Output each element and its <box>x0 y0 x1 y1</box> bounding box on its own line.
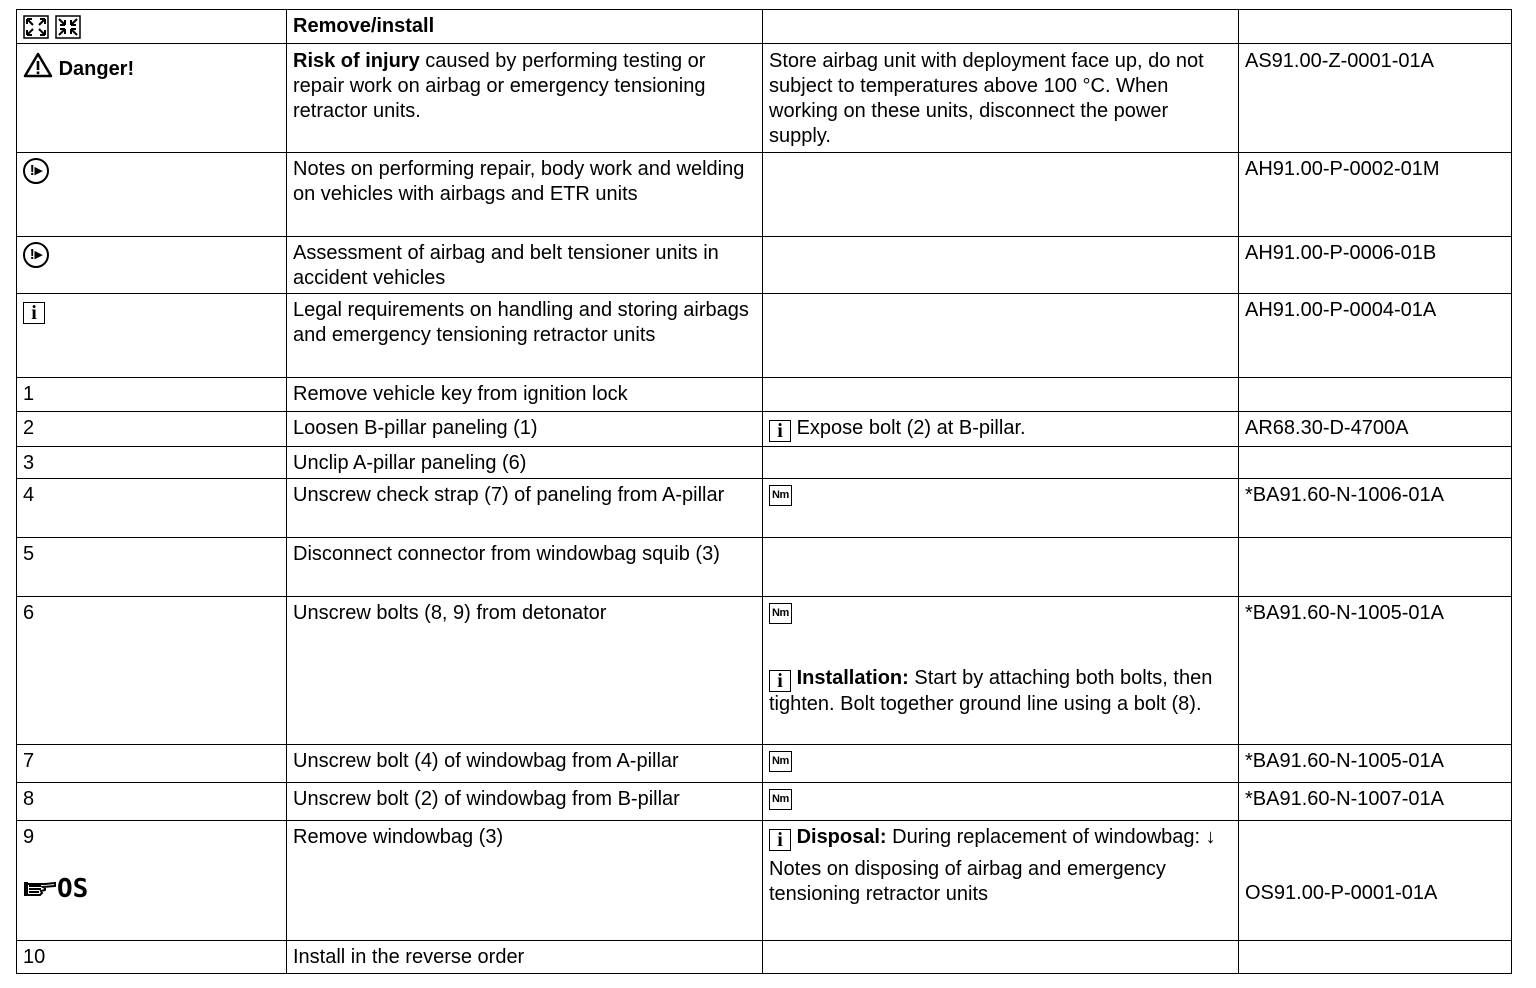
expand-collapse-icons[interactable] <box>17 10 287 44</box>
note-row <box>17 294 1512 378</box>
step-ref-link[interactable]: AR68.30-D-4700A <box>1239 412 1512 447</box>
note-row <box>17 153 1512 237</box>
step-row <box>17 745 1512 783</box>
pointing-hand-icon <box>23 875 57 899</box>
note-text: Notes on performing repair, body work and welding on vehicles with airbags and ETR units <box>287 153 763 237</box>
step-text: Disconnect connector from windowbag squib (3) <box>287 538 763 597</box>
step-ref-link[interactable]: *BA91.60-N-1005-01A <box>1239 745 1512 783</box>
danger-cell <box>17 44 287 153</box>
danger-lead: Risk of injury <box>293 50 420 72</box>
step-note-link[interactable]: Notes on disposing of airbag and emergency tensioning retractor units <box>769 858 1166 905</box>
note-row <box>17 237 1512 294</box>
note-ref-link[interactable]: AH91.00-P-0006-01B <box>1239 237 1512 294</box>
step-number: 4 <box>17 479 287 538</box>
note-text: Legal requirements on handling and storing airbags and emergency tensioning retractor units <box>287 294 763 378</box>
step-note-lead: Installation: <box>796 667 909 689</box>
step-text: Loosen B-pillar paneling (1) <box>287 412 763 447</box>
danger-description: caused by performing testing or repair work on airbag or emergency tensioning retractor units. <box>293 50 706 122</box>
step-number: 6 <box>17 597 287 745</box>
torque-icon: Nm <box>769 603 792 624</box>
torque-icon: Nm <box>769 789 792 810</box>
note-text: Assessment of airbag and belt tensioner units in accident vehicles <box>287 237 763 294</box>
step-text: Unclip A-pillar paneling (6) <box>287 447 763 479</box>
header-title: Remove/install <box>287 10 763 44</box>
step-row <box>17 447 1512 479</box>
step-number: 5 <box>17 538 287 597</box>
note-ref-link[interactable]: AH91.00-P-0004-01A <box>1239 294 1512 378</box>
step-note-lead: Disposal: <box>796 826 887 848</box>
step-row <box>17 783 1512 821</box>
step-number: 1 <box>17 378 287 412</box>
step-text: Remove windowbag (3) <box>287 821 763 941</box>
step-row <box>17 821 1512 941</box>
step-note: Start by attaching both bolts, then tighten. Bolt together ground line using a bolt (8). <box>769 667 1213 715</box>
step-text: Unscrew bolts (8, 9) from detonator <box>287 597 763 745</box>
danger-text <box>287 44 763 153</box>
info-arrow-icon: !▸ <box>23 158 49 184</box>
step-row <box>17 941 1512 974</box>
expand-icon[interactable] <box>23 15 49 39</box>
step-number: 8 <box>17 783 287 821</box>
info-icon: i <box>23 302 45 324</box>
info-icon: i <box>769 420 791 442</box>
step-text: Unscrew check strap (7) of paneling from A-pillar <box>287 479 763 538</box>
torque-icon: Nm <box>769 485 792 506</box>
step-note: During replacement of windowbag: ↓ <box>886 826 1216 848</box>
step-number: 2 <box>17 412 287 447</box>
step-row <box>17 412 1512 447</box>
danger-row <box>17 44 1512 153</box>
step-number: 9 <box>23 826 35 848</box>
step-note: Expose bolt (2) at B-pillar. <box>796 417 1026 439</box>
step-ref-link[interactable]: *BA91.60-N-1005-01A <box>1239 597 1512 745</box>
step-row <box>17 597 1512 745</box>
info-icon: i <box>769 670 791 692</box>
os-label: OS <box>57 874 89 904</box>
danger-ref-link[interactable]: AS91.00-Z-0001-01A <box>1239 44 1512 153</box>
danger-label: Danger! <box>58 58 135 80</box>
step-number: 7 <box>17 745 287 783</box>
warning-triangle-icon <box>23 52 53 78</box>
step-number: 3 <box>17 447 287 479</box>
step-text: Remove vehicle key from ignition lock <box>287 378 763 412</box>
step-ref-link[interactable]: *BA91.60-N-1006-01A <box>1239 479 1512 538</box>
step-ref-link[interactable]: *BA91.60-N-1007-01A <box>1239 783 1512 821</box>
step-number: 10 <box>17 941 287 974</box>
torque-icon: Nm <box>769 751 792 772</box>
step-text: Unscrew bolt (4) of windowbag from A-pillar <box>287 745 763 783</box>
note-ref-link[interactable]: AH91.00-P-0002-01M <box>1239 153 1512 237</box>
collapse-icon[interactable] <box>55 15 81 39</box>
step-row <box>17 538 1512 597</box>
step-row <box>17 479 1512 538</box>
danger-note: Store airbag unit with deployment face up, do not subject to temperatures above 100 °C. When working on these units, disconnect the power supply. <box>763 44 1239 153</box>
os-link[interactable] <box>23 875 280 902</box>
step-text: Install in the reverse order <box>287 941 763 974</box>
step-row <box>17 378 1512 412</box>
info-arrow-icon: !▸ <box>23 242 49 268</box>
repair-instructions-table <box>16 9 1512 974</box>
info-icon: i <box>769 829 791 851</box>
step-ref-link[interactable]: OS91.00-P-0001-01A <box>1245 882 1438 904</box>
step-text: Unscrew bolt (2) of windowbag from B-pillar <box>287 783 763 821</box>
header-row <box>17 10 1512 44</box>
